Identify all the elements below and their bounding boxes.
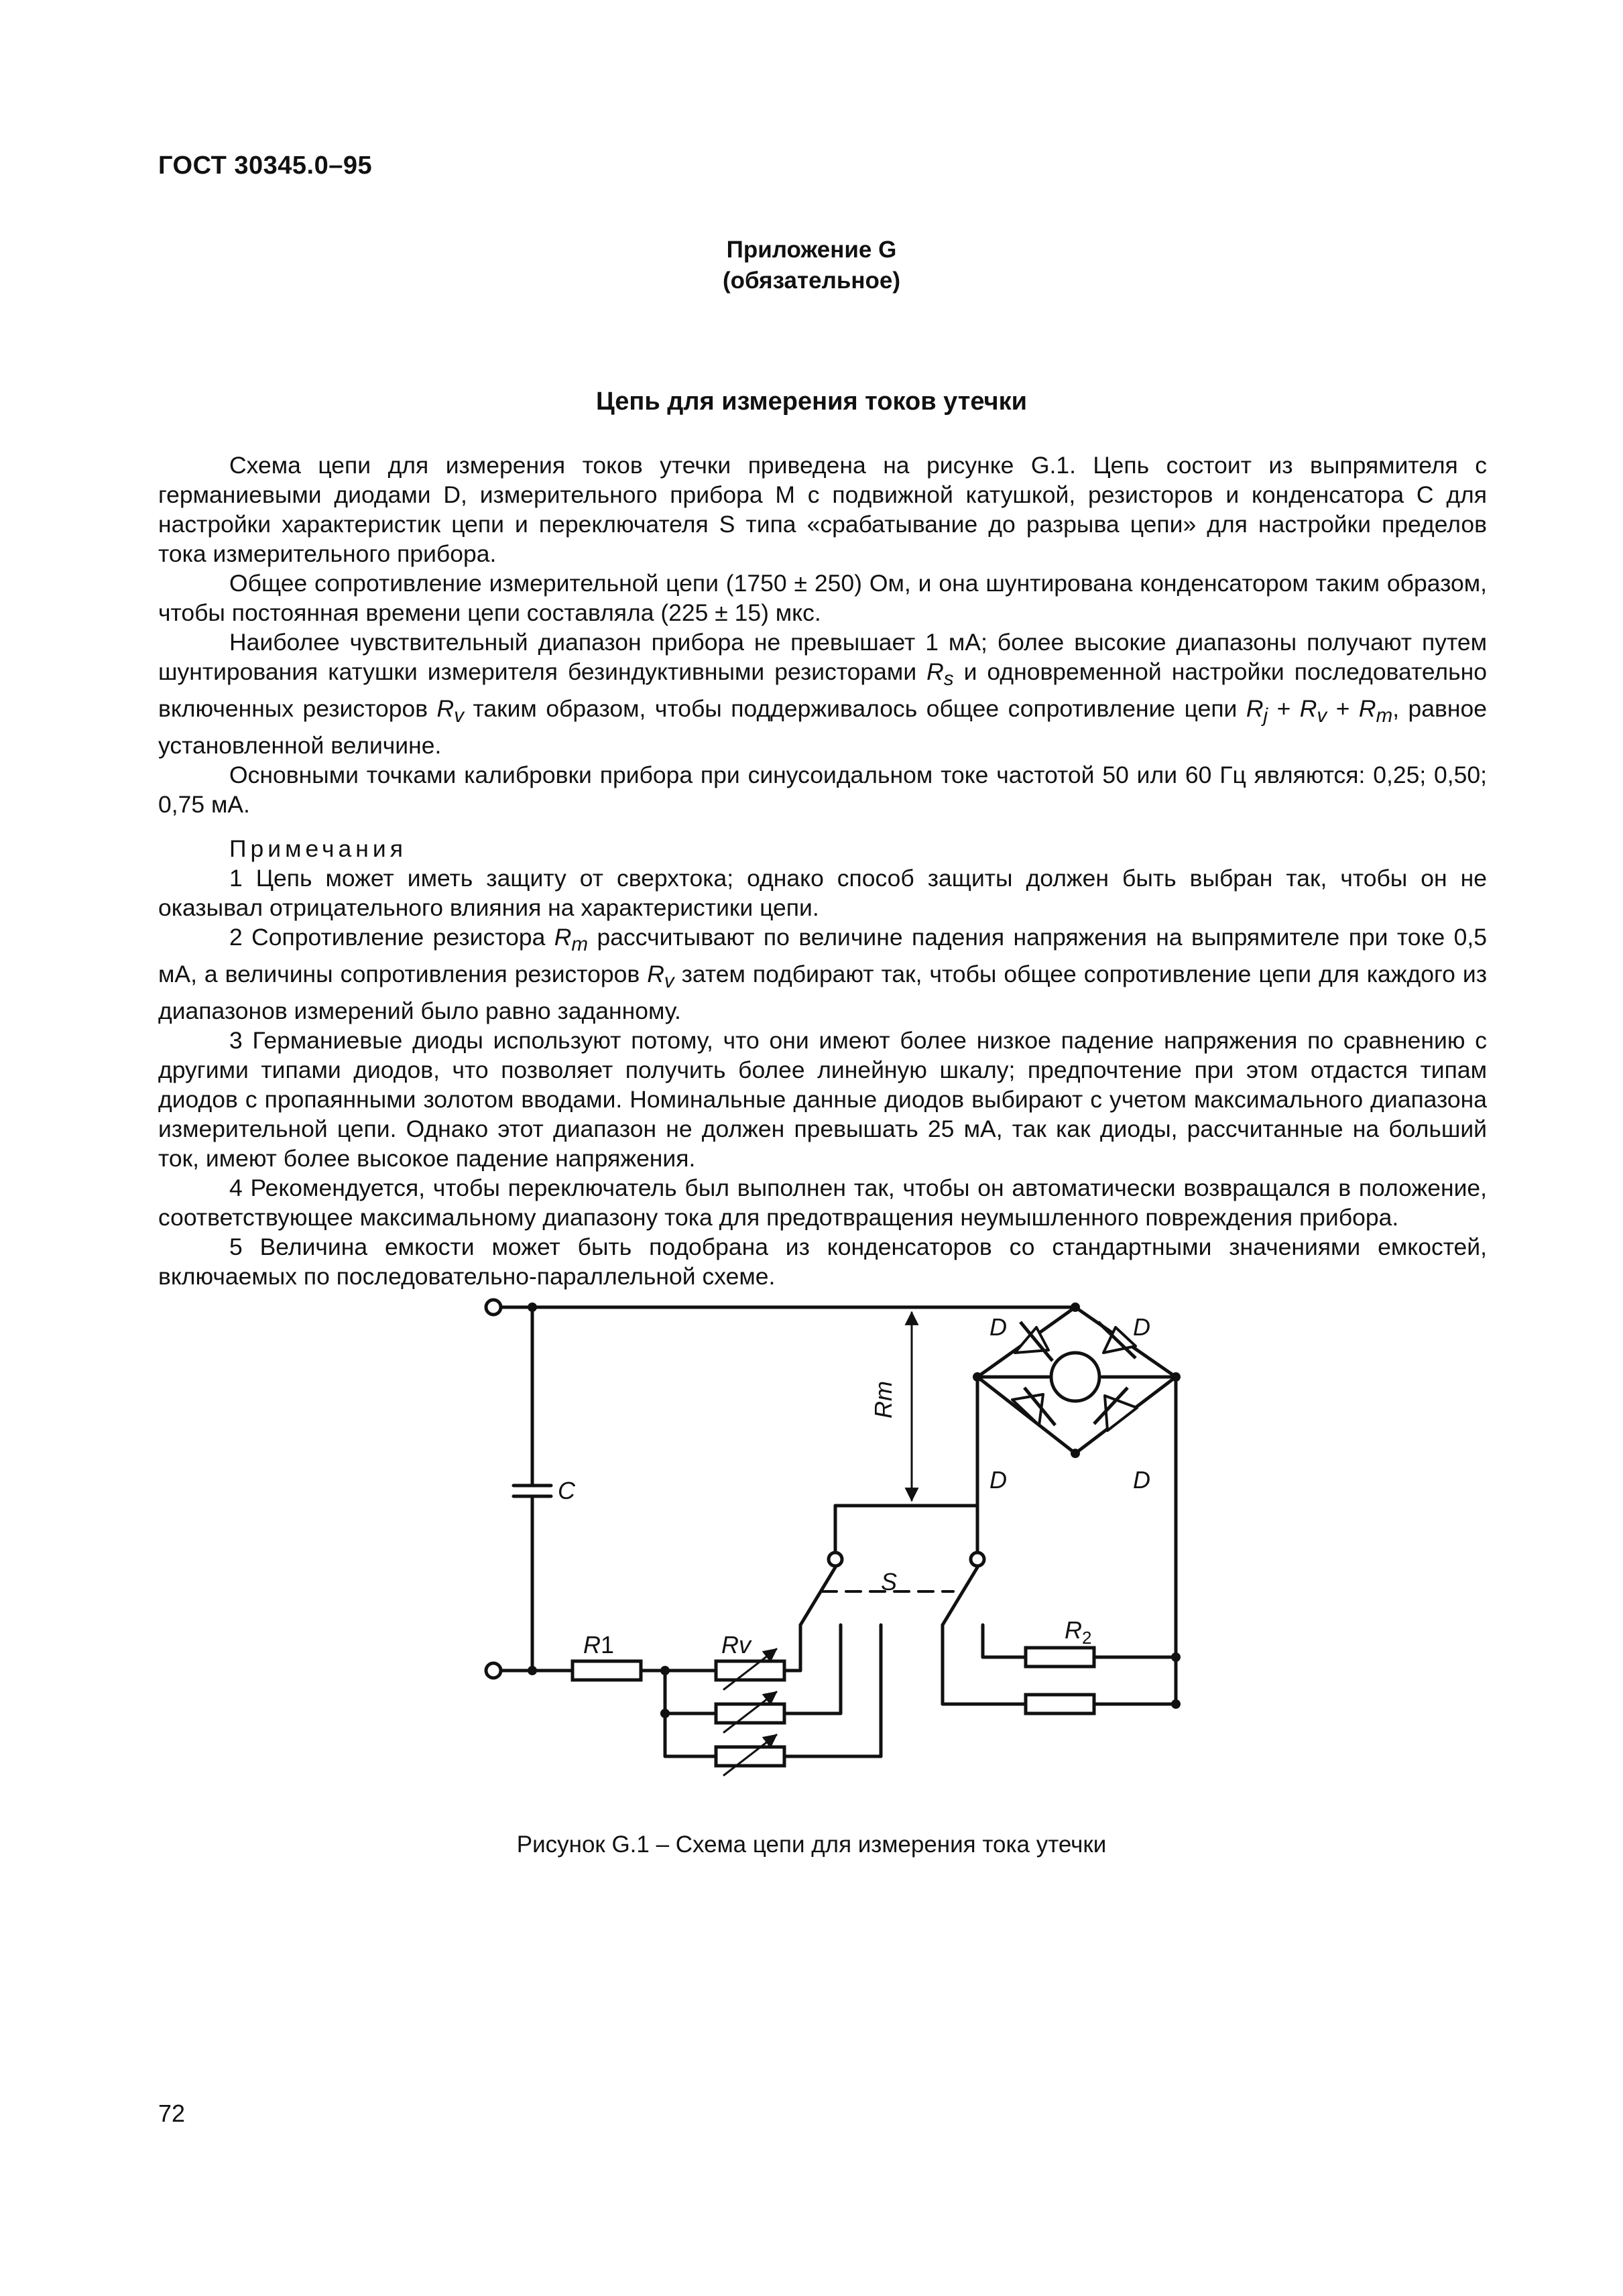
section-title: Цепь для измерения токов утечки	[596, 387, 1027, 416]
variable-resistor-rv-1	[716, 1661, 784, 1680]
symbol-rj: $R_j$	[1246, 695, 1268, 727]
paragraph-3-tail: , равное установленной величине.	[158, 695, 1487, 760]
paragraph-3: Наиболее чувствительный диапазон прибора не превышает 1 мА; более высокие диапазоны получают путем шунтирования катушки измерителя безиндуктивными резисторами $R_s$ и одновременной настройки последовательно включенных резисторов $R_v$ таким образом, чтобы поддерживалось общее сопротивление цепи $R_j + R_v + R_m$, равное установленной величине.	[158, 629, 1487, 760]
meter-m	[1051, 1353, 1099, 1401]
note-4: 4 Рекомендуется, чтобы переключатель был выполнен так, чтобы он автоматически возвращался в положение, соответствующее максимальному диапазону тока для предотвращения неумышленного повреждения прибора.	[158, 1174, 1487, 1231]
paragraph-1: Схема цепи для измерения токов утечки приведена на рисунке G.1. Цепь состоит из выпрямителя с германиевыми диодами D, измерительного прибора M с подвижной катушкой, резисторов и конденсатора C для настройки характеристик цепи и переключателя S типа «срабатывание до разрыва цепи» для настройки пределов тока измерительного прибора.	[158, 452, 1487, 567]
label-c: C	[558, 1477, 575, 1504]
label-d-bottom-right: D	[1133, 1466, 1150, 1494]
switch-s-pivot-right	[971, 1553, 984, 1566]
label-r2: $R_2$	[1065, 1616, 1092, 1648]
label-rv: Rv	[721, 1631, 751, 1658]
resistor-r1	[573, 1661, 641, 1680]
appendix-title: Приложение G	[726, 237, 897, 263]
symbol-rv-note: $R_v$	[647, 961, 674, 993]
appendix-heading	[0, 235, 1623, 296]
figure-caption: Рисунок G.1 – Схема цепи для измерения тока утечки	[516, 1831, 1107, 1858]
terminal-top	[486, 1300, 501, 1315]
variable-resistor-rv-2	[716, 1704, 784, 1723]
symbol-rv: $R_v$	[436, 695, 464, 727]
paragraph-3-text-a: Наиболее чувствительный диапазон прибора не превышает 1 мА; более высокие диапазоны получают путем шунтирования катушки измерителя безиндуктивными резисторами	[158, 629, 1487, 685]
resistor-r2-2	[1026, 1695, 1094, 1713]
page-number: 72	[158, 2100, 186, 2127]
diode-bottom-right	[1105, 1396, 1137, 1431]
appendix-status: (обязательное)	[722, 267, 900, 294]
terminal-bottom	[486, 1663, 501, 1678]
note-3: 3 Германиевые диоды используют потому, что они имеют более низкое падение напряжения по сравнению с другими типами диодов, что позволяет получить более линейную шкалу; предпочтение при этом отдастся типам диодов с пропаянными золотом вводами. Номинальные данные диодов выбирают с учетом максимального диапазона измерительной цепи. Однако этот диапазон не должен превышать 25 мА, так как диоды, рассчитанные на больший ток, имеют более высокое падение напряжения.	[158, 1027, 1487, 1172]
switch-s-pivot-left	[829, 1553, 842, 1566]
paragraph-4: Основными точками калибровки прибора при синусоидальном токе частотой 50 или 60 Гц являются: 0,25; 0,50; 0,75 мА.	[158, 762, 1487, 819]
symbol-rm: $R_m$	[1358, 695, 1393, 727]
note-5: 5 Величина емкости может быть подобрана из конденсаторов со стандартными значениями емкостей, включаемых по последовательно-параллельной схеме.	[158, 1233, 1487, 1290]
symbol-rv-2: $R_v$	[1299, 695, 1327, 727]
symbol-rm-note: $R_m$	[554, 924, 589, 956]
switch-s-pole-right	[943, 1567, 977, 1625]
resistor-r2-1	[1026, 1648, 1094, 1667]
paragraph-3-text-b: и одновременной настройки последовательно включенных резисторов	[158, 658, 1487, 723]
label-rm: Rm	[869, 1381, 897, 1418]
symbol-rs: $R_s$	[926, 658, 954, 690]
body-text	[158, 450, 1487, 1291]
label-d-top-right: D	[1133, 1313, 1150, 1341]
paragraph-2: Общее сопротивление измерительной цепи (1750 ± 250) Ом, и она шунтирована конденсатором таким образом, чтобы постоянная времени цепи составляла (225 ± 15) мкс.	[158, 570, 1487, 626]
switch-s-pole-left	[800, 1567, 835, 1625]
label-r1: R1	[583, 1631, 615, 1658]
circuit-diagram	[456, 1294, 1207, 1803]
note-2: 2 Сопротивление резистора $R_m$ рассчитывают по величине падения напряжения на выпрямителе при токе 0,5 мА, а величины сопротивления резисторов $R_v$ затем подбирают так, чтобы общее сопротивление цепи для каждого из диапазонов измерений было равно заданному.	[158, 924, 1487, 1025]
label-d-bottom-left: D	[989, 1466, 1007, 1494]
document-header: ГОСТ 30345.0–95	[158, 152, 373, 180]
label-s: S	[881, 1568, 898, 1595]
paragraph-3-text-c: таким образом, чтобы поддерживалось общее сопротивление цепи	[473, 695, 1238, 723]
note-1: 1 Цепь может иметь защиту от сверхтока; однако способ защиты должен быть выбран так, чтобы он не оказывал отрицательного влияния на характеристики цепи.	[158, 865, 1487, 922]
label-d-top-left: D	[989, 1313, 1007, 1341]
notes-heading: Примечания	[229, 835, 407, 863]
variable-resistor-rv-3	[716, 1747, 784, 1766]
